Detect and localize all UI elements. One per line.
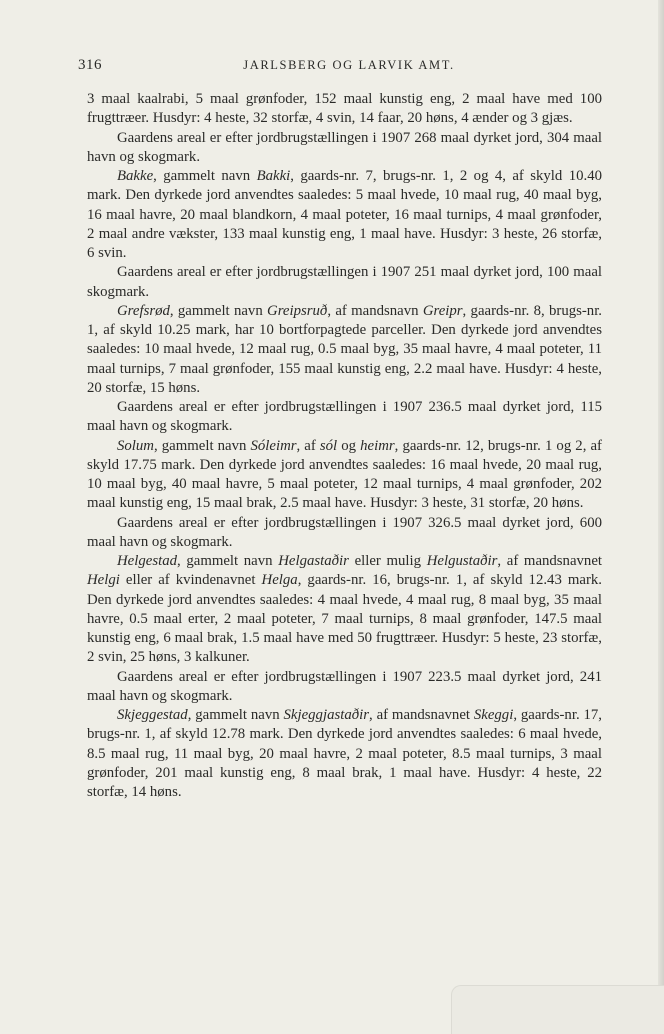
entry-text: , gammelt navn: [154, 437, 251, 454]
old-name: Sóleimr: [250, 437, 297, 454]
entry-text: eller af kvindenavnet: [119, 572, 262, 589]
paragraph-text: Gaardens areal er efter jordbrugstællingen i 1907 268 maal dyrket jord, 304 maal havn og skogmark.: [87, 129, 602, 165]
farm-entry-skjeggestad: [87, 706, 602, 802]
paragraph-area: [87, 668, 602, 707]
entry-text: eller mulig: [348, 553, 427, 569]
farm-name: Bakke: [117, 168, 154, 184]
entry-text: , gammelt navn: [169, 302, 268, 319]
old-name: Bakki: [256, 168, 291, 184]
name-origin: Helgustaðir: [426, 553, 498, 569]
name-origin: sól: [319, 437, 338, 454]
paragraph-area: [87, 263, 602, 302]
body-text: [87, 90, 602, 802]
farm-entry-solum: [87, 437, 602, 514]
paragraph-continuation: [87, 90, 602, 129]
old-name: Skjeggjastaðir: [283, 707, 370, 723]
entry-text: , af mandsnavnet: [497, 553, 603, 569]
farm-name: Skjeggestad: [117, 707, 188, 723]
farm-name: Solum: [117, 437, 154, 454]
paragraph-area: [87, 398, 602, 437]
farm-entry-grefsrod: [87, 302, 602, 398]
page-number: 316: [78, 57, 102, 73]
paragraph-text: Gaardens areal er efter jordbrugstællingen i 1907 236.5 maal dyrket jord, 115 maal havn og skogmark.: [87, 399, 602, 435]
paragraph-text: Gaardens areal er efter jordbrugstællingen i 1907 223.5 maal dyrket jord, 241 maal havn og skogmark.: [87, 668, 602, 704]
name-origin: heimr: [360, 437, 395, 454]
entry-text: , gammelt navn: [177, 553, 279, 569]
name-origin: Helgi: [87, 572, 120, 589]
old-name: Helgastaðir: [278, 553, 349, 569]
entry-text: , gaards-nr. 7, brugs-nr. 1, 2 og 4, af skyld 10.40 mark. Den dyrkede jord anvendtes saaledes: 5 maal hvede, 10 maal rug, 40 maal byg, 16 maal havre, 20 maal blandkorn, 4 maal poteter, 16 maal turnips, 4 maal grønfoder, 2 maal andre vækster, 133 maal kunstig eng, 1 maal have. Husdyr: 3 heste, 26 storfæ, 6 svin.: [87, 168, 602, 261]
old-name: Greipsruð: [267, 302, 328, 319]
entry-text: , gaards-nr. 8, brugs-nr. 1, af skyld 10.25 mark, har 10 bortforpagtede parceller. Den dyrkede jord anvendtes saaledes: 10 maal hvede, 12 maal rug, 0.5 maal byg, 35 maal havre, 4 maal poteter, 11 maal turnips, 7 maal grønfoder, 155 maal kunstig eng, 2.2 maal have. Husdyr: 4 heste, 20 storfæ, 15 høns.: [87, 302, 603, 396]
entry-text: , gaards-nr. 12, brugs-nr. 1 og 2, af skyld 17.75 mark. Den dyrkede jord anvendtes saaledes: 16 maal hvede, 20 maal rug, 10 maal byg, 40 maal havre, 5 maal poteter, 12 maal turnips, 4 maal grønfoder, 202 maal kunstig eng, 15 maal brak, 2.5 maal have. Husdyr: 3 heste, 31 storfæ, 20 høns.: [87, 437, 602, 512]
farm-name: Grefsrød: [117, 302, 170, 319]
page-corner-mark: [451, 985, 664, 1034]
entry-text: og: [337, 437, 361, 454]
entry-text: , gammelt navn: [153, 168, 257, 184]
paragraph-area: [87, 129, 602, 168]
running-title: JARLSBERG OG LARVIK AMT.: [243, 58, 455, 72]
entry-text: , gammelt navn: [187, 707, 284, 723]
name-origin: Skeggi: [473, 707, 514, 723]
name-origin: Greipr: [422, 302, 463, 319]
entry-text: , af mandsnavn: [327, 302, 423, 319]
page-edge: [658, 0, 664, 1034]
farm-entry-helgestad: [87, 552, 602, 668]
paragraph-text: Gaardens areal er efter jordbrugstællingen i 1907 326.5 maal dyrket jord, 600 maal havn og skogmark.: [87, 514, 602, 550]
entry-text: , af mandsnavnet: [369, 707, 474, 723]
entry-text: , gaards-nr. 17, brugs-nr. 1, af skyld 12.78 mark. Den dyrkede jord anvendtes saaledes: 6 maal hvede, 8.5 maal rug, 11 maal byg, 20 maal havre, 2 maal poteter, 8.5 maal turnips, 3 maal grønfoder, 201 maal kunstig eng, 8 maal brak, 1 maal have. Husdyr: 4 heste, 22 storfæ, 14 høns.: [87, 707, 602, 800]
entry-text: , af: [296, 437, 320, 454]
paragraph-text: 3 maal kaalrabi, 5 maal grønfoder, 152 maal kunstig eng, 2 maal have med 100 frugttræer. Husdyr: 4 heste, 32 storfæ, 4 svin, 14 faar, 20 høns, 4 ænder og 3 gjæs.: [87, 91, 602, 127]
farm-entry-bakke: [87, 167, 602, 263]
name-origin: Helga: [261, 572, 298, 589]
farm-name: Helgestad: [117, 553, 177, 569]
entry-text: , gaards-nr. 16, brugs-nr. 1, af skyld 12.43 mark. Den dyrkede jord anvendtes saaledes: 4 maal hvede, 4 maal rug, 8 maal byg, 35 maal havre, 0.5 maal erter, 2 maal poteter, 7 maal turnips, 8 maal grønfoder, 147.5 maal kunstig eng, 6 maal brak, 1.5 maal have med 50 frugttræer. Husdyr: 5 heste, 23 storfæ, 2 svin, 25 høns, 3 kalkuner.: [87, 572, 602, 666]
paragraph-area: [87, 514, 602, 553]
paragraph-text: Gaardens areal er efter jordbrugstællingen i 1907 251 maal dyrket jord, 100 maal skogmark.: [87, 264, 602, 300]
page-header: [78, 57, 600, 77]
